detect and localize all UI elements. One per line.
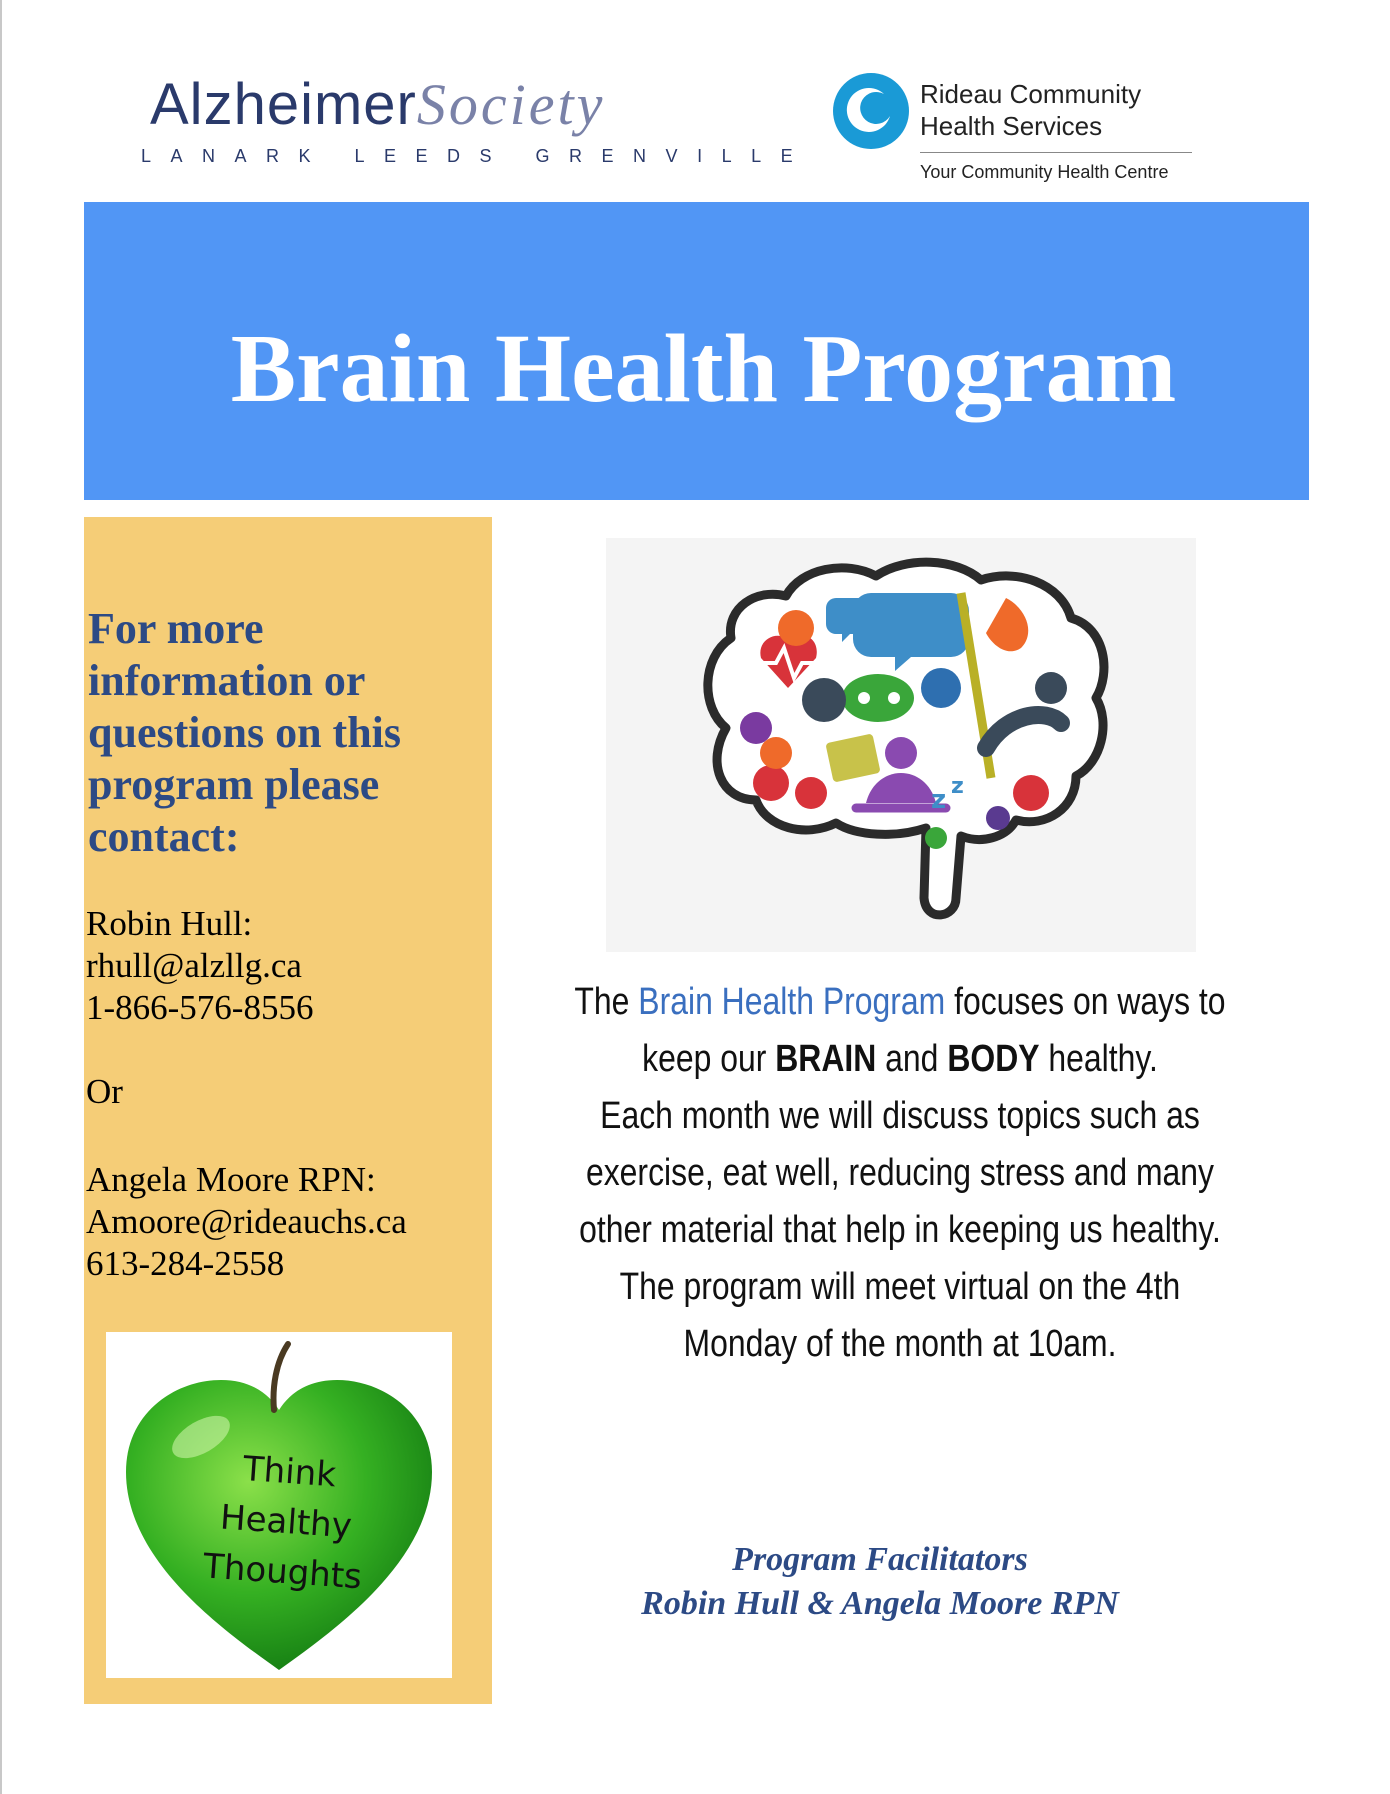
alzheimer-society-wordmark	[150, 70, 605, 140]
contact-or-text: Or	[86, 1072, 123, 1111]
logo-subtitle: LANARK LEEDS GRENVILLE	[141, 146, 813, 166]
facilitators-label: Program Facilitators	[732, 1541, 1028, 1578]
page-edge	[0, 0, 2, 1794]
desc-bold-body: BODY	[947, 1038, 1040, 1080]
contact-email[interactable]: rhull@alzllg.ca	[86, 946, 302, 985]
facilitators-names: Robin Hull & Angela Moore RPN	[641, 1585, 1119, 1622]
desc-schedule: The program will meet virtual on the 4th Monday of the month at 10am.	[619, 1266, 1181, 1365]
apple-text-line2: Healthy	[218, 1497, 354, 1547]
contact-sidebar	[84, 517, 492, 1704]
rideau-chs-logo	[832, 72, 1202, 192]
contact-heading: For more information or questions on this program please contact:	[88, 604, 402, 861]
desc-topics: Each month we will discuss topics such as exercise, eat well, reducing stress and many other material that help in keeping us healthy.	[579, 1095, 1221, 1251]
contact-email[interactable]: Amoore@rideauchs.ca	[86, 1202, 407, 1241]
apple-text-line1: Think	[241, 1448, 338, 1496]
contact-phone: 613-284-2558	[86, 1244, 285, 1283]
brain-icon	[606, 538, 1196, 952]
desc-pre: The	[574, 981, 639, 1023]
contact-name: Robin Hull:	[86, 904, 253, 943]
svg-text:z: z	[931, 785, 947, 815]
title-banner	[84, 202, 1309, 500]
contact-robin	[86, 903, 313, 1029]
contact-angela	[86, 1159, 407, 1285]
desc-mid1: focuses on ways to keep our	[642, 981, 1226, 1080]
desc-highlight: Brain Health Program	[638, 981, 946, 1023]
page-title: Brain Health Program	[230, 315, 1177, 423]
program-description	[562, 974, 1237, 1373]
program-facilitators	[500, 1538, 1260, 1626]
rideau-name	[920, 78, 1141, 142]
svg-text:z: z	[951, 774, 964, 799]
alzheimer-society-logo	[141, 70, 813, 180]
desc-mid3: healthy.	[1039, 1038, 1158, 1080]
desc-bold-brain: BRAIN	[775, 1038, 877, 1080]
desc-mid2: and	[876, 1038, 948, 1080]
rideau-name-line1: Rideau Community	[920, 79, 1142, 109]
logo-word-alzheimer: Alzheimer	[150, 72, 417, 137]
logo-word-society: Society	[416, 72, 606, 137]
green-apple-image	[106, 1332, 452, 1678]
rideau-name-line2: Health Services	[920, 111, 1103, 141]
contact-phone: 1-866-576-8556	[86, 988, 314, 1027]
brain-illustration	[606, 538, 1196, 952]
rideau-divider	[920, 152, 1192, 153]
apple-handwritten-text	[181, 1440, 391, 1604]
contact-name: Angela Moore RPN:	[86, 1160, 376, 1199]
apple-text-line3: Thoughts	[201, 1546, 364, 1598]
rideau-swirl-icon	[832, 72, 910, 150]
rideau-tagline: Your Community Health Centre	[920, 162, 1169, 182]
